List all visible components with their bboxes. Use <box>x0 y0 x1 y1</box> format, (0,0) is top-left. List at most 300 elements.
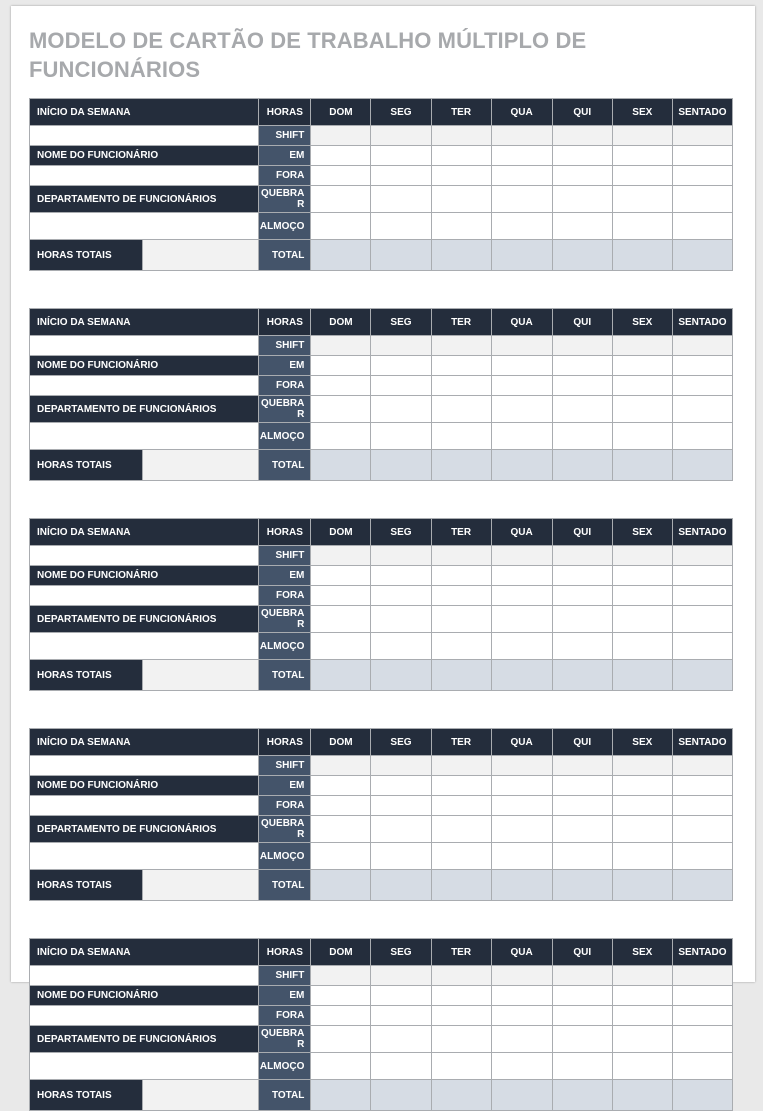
time-cell[interactable] <box>612 843 672 870</box>
day-header: TER <box>431 939 491 966</box>
lunch-label: ALMOÇO <box>259 633 311 660</box>
employee-name-field[interactable] <box>30 796 259 816</box>
time-cell[interactable] <box>491 586 552 606</box>
total-cell[interactable] <box>431 450 491 481</box>
time-cell[interactable] <box>371 336 431 356</box>
time-cell[interactable] <box>672 356 732 376</box>
break-label: QUEBRAR <box>259 1026 311 1053</box>
time-cell[interactable] <box>672 986 732 1006</box>
day-header: QUI <box>552 99 612 126</box>
total-cell[interactable] <box>491 450 552 481</box>
document-page <box>11 6 755 1101</box>
time-cell[interactable] <box>431 606 491 633</box>
total-cell[interactable] <box>311 240 371 271</box>
time-cell[interactable] <box>311 166 371 186</box>
time-cell[interactable] <box>672 423 732 450</box>
time-cell[interactable] <box>552 966 612 986</box>
time-cell[interactable] <box>311 586 371 606</box>
time-cell[interactable] <box>311 633 371 660</box>
time-cell[interactable] <box>311 966 371 986</box>
employee-name-field[interactable] <box>30 166 259 186</box>
time-cell[interactable] <box>552 166 612 186</box>
time-cell[interactable] <box>311 356 371 376</box>
time-cell[interactable] <box>552 336 612 356</box>
time-cell[interactable] <box>311 213 371 240</box>
time-cell[interactable] <box>431 966 491 986</box>
time-cell[interactable] <box>612 423 672 450</box>
time-cell[interactable] <box>612 336 672 356</box>
time-cell[interactable] <box>672 756 732 776</box>
timecard-table <box>29 728 733 901</box>
week-start-field[interactable] <box>30 126 259 146</box>
time-cell[interactable] <box>311 1006 371 1026</box>
department-field[interactable] <box>30 633 259 660</box>
total-label: TOTAL <box>259 240 311 271</box>
time-cell[interactable] <box>431 166 491 186</box>
time-cell[interactable] <box>672 606 732 633</box>
time-cell[interactable] <box>672 586 732 606</box>
total-cell[interactable] <box>491 1080 552 1111</box>
time-cell[interactable] <box>552 586 612 606</box>
time-cell[interactable] <box>612 586 672 606</box>
time-cell[interactable] <box>371 1053 431 1080</box>
time-cell[interactable] <box>552 566 612 586</box>
time-cell[interactable] <box>431 546 491 566</box>
time-cell[interactable] <box>672 796 732 816</box>
time-cell[interactable] <box>552 396 612 423</box>
time-cell[interactable] <box>552 146 612 166</box>
day-header: SENTADO <box>672 519 732 546</box>
time-cell[interactable] <box>552 126 612 146</box>
time-cell[interactable] <box>311 776 371 796</box>
time-cell[interactable] <box>371 843 431 870</box>
total-cell[interactable] <box>371 870 431 901</box>
time-cell[interactable] <box>371 1006 431 1026</box>
time-cell[interactable] <box>672 186 732 213</box>
hours-header: HORAS <box>259 309 311 336</box>
time-cell[interactable] <box>612 756 672 776</box>
time-cell[interactable] <box>491 776 552 796</box>
week-start-field[interactable] <box>30 546 259 566</box>
day-header: QUI <box>552 309 612 336</box>
time-cell[interactable] <box>491 1026 552 1053</box>
total-cell[interactable] <box>552 660 612 691</box>
time-cell[interactable] <box>672 146 732 166</box>
time-cell[interactable] <box>311 566 371 586</box>
total-cell[interactable] <box>552 450 612 481</box>
time-cell[interactable] <box>552 1053 612 1080</box>
time-cell[interactable] <box>431 423 491 450</box>
time-cell[interactable] <box>672 566 732 586</box>
total-cell[interactable] <box>431 1080 491 1111</box>
department-label: DEPARTAMENTO DE FUNCIONÁRIOS <box>30 816 259 843</box>
time-cell[interactable] <box>552 633 612 660</box>
time-cell[interactable] <box>491 633 552 660</box>
time-cell[interactable] <box>311 843 371 870</box>
lunch-label: ALMOÇO <box>259 1053 311 1080</box>
day-header: QUI <box>552 939 612 966</box>
time-cell[interactable] <box>672 126 732 146</box>
employee-name-label: NOME DO FUNCIONÁRIO <box>30 566 259 586</box>
timecard-table <box>29 518 733 691</box>
time-cell[interactable] <box>371 756 431 776</box>
total-cell[interactable] <box>552 1080 612 1111</box>
time-cell[interactable] <box>612 146 672 166</box>
time-cell[interactable] <box>371 633 431 660</box>
in-label: EM <box>259 356 311 376</box>
total-hours-label: HORAS TOTAIS <box>30 660 143 691</box>
day-header: TER <box>431 309 491 336</box>
day-header: QUI <box>552 519 612 546</box>
time-cell[interactable] <box>311 146 371 166</box>
time-cell[interactable] <box>311 796 371 816</box>
time-cell[interactable] <box>672 213 732 240</box>
day-header: SEX <box>612 729 672 756</box>
shift-label: SHIFT <box>259 756 311 776</box>
day-header: QUA <box>491 519 552 546</box>
total-cell[interactable] <box>491 660 552 691</box>
total-hours-field[interactable] <box>143 450 259 481</box>
time-cell[interactable] <box>311 816 371 843</box>
time-cell[interactable] <box>431 566 491 586</box>
time-cell[interactable] <box>672 843 732 870</box>
time-cell[interactable] <box>552 213 612 240</box>
time-cell[interactable] <box>431 336 491 356</box>
time-cell[interactable] <box>491 126 552 146</box>
total-cell[interactable] <box>612 870 672 901</box>
total-label: TOTAL <box>259 660 311 691</box>
lunch-label: ALMOÇO <box>259 843 311 870</box>
time-cell[interactable] <box>371 586 431 606</box>
total-cell[interactable] <box>552 870 612 901</box>
time-cell[interactable] <box>491 376 552 396</box>
total-cell[interactable] <box>431 240 491 271</box>
time-cell[interactable] <box>371 376 431 396</box>
total-cell[interactable] <box>672 870 732 901</box>
time-cell[interactable] <box>431 213 491 240</box>
day-header: SENTADO <box>672 939 732 966</box>
time-cell[interactable] <box>612 213 672 240</box>
time-cell[interactable] <box>672 966 732 986</box>
shift-label: SHIFT <box>259 126 311 146</box>
out-label: FORA <box>259 586 311 606</box>
time-cell[interactable] <box>371 796 431 816</box>
week-start-label: INÍCIO DA SEMANA <box>30 519 259 546</box>
time-cell[interactable] <box>431 126 491 146</box>
time-cell[interactable] <box>311 546 371 566</box>
time-cell[interactable] <box>672 776 732 796</box>
time-cell[interactable] <box>552 816 612 843</box>
time-cell[interactable] <box>371 546 431 566</box>
day-header: QUA <box>491 939 552 966</box>
time-cell[interactable] <box>612 166 672 186</box>
time-cell[interactable] <box>552 606 612 633</box>
day-header: DOM <box>311 729 371 756</box>
time-cell[interactable] <box>612 566 672 586</box>
department-field[interactable] <box>30 423 259 450</box>
time-cell[interactable] <box>371 1026 431 1053</box>
time-cell[interactable] <box>672 1006 732 1026</box>
day-header: SEG <box>371 99 431 126</box>
total-cell[interactable] <box>672 450 732 481</box>
time-cell[interactable] <box>491 336 552 356</box>
time-cell[interactable] <box>491 356 552 376</box>
employee-name-label: NOME DO FUNCIONÁRIO <box>30 146 259 166</box>
total-cell[interactable] <box>672 1080 732 1111</box>
shift-label: SHIFT <box>259 336 311 356</box>
time-cell[interactable] <box>311 606 371 633</box>
break-label: QUEBRAR <box>259 396 311 423</box>
day-header: DOM <box>311 309 371 336</box>
timecard-table <box>29 308 733 481</box>
time-cell[interactable] <box>431 816 491 843</box>
day-header: SEG <box>371 939 431 966</box>
time-cell[interactable] <box>491 966 552 986</box>
time-cell[interactable] <box>311 986 371 1006</box>
time-cell[interactable] <box>491 756 552 776</box>
time-cell[interactable] <box>491 1053 552 1080</box>
out-label: FORA <box>259 376 311 396</box>
time-cell[interactable] <box>431 1006 491 1026</box>
time-cell[interactable] <box>612 796 672 816</box>
time-cell[interactable] <box>552 796 612 816</box>
time-cell[interactable] <box>552 1006 612 1026</box>
time-cell[interactable] <box>552 843 612 870</box>
total-cell[interactable] <box>311 1080 371 1111</box>
week-start-field[interactable] <box>30 756 259 776</box>
department-label: DEPARTAMENTO DE FUNCIONÁRIOS <box>30 186 259 213</box>
time-cell[interactable] <box>612 1026 672 1053</box>
week-start-field[interactable] <box>30 966 259 986</box>
time-cell[interactable] <box>491 606 552 633</box>
out-label: FORA <box>259 166 311 186</box>
time-cell[interactable] <box>431 1026 491 1053</box>
time-cell[interactable] <box>371 396 431 423</box>
total-cell[interactable] <box>612 660 672 691</box>
total-cell[interactable] <box>311 870 371 901</box>
total-cell[interactable] <box>552 240 612 271</box>
time-cell[interactable] <box>491 186 552 213</box>
time-cell[interactable] <box>491 843 552 870</box>
time-cell[interactable] <box>552 986 612 1006</box>
total-cell[interactable] <box>431 660 491 691</box>
employee-name-field[interactable] <box>30 1006 259 1026</box>
week-start-label: INÍCIO DA SEMANA <box>30 309 259 336</box>
time-cell[interactable] <box>672 633 732 660</box>
time-cell[interactable] <box>371 146 431 166</box>
employee-name-field[interactable] <box>30 376 259 396</box>
time-cell[interactable] <box>552 423 612 450</box>
time-cell[interactable] <box>491 546 552 566</box>
time-cell[interactable] <box>672 336 732 356</box>
time-cell[interactable] <box>552 356 612 376</box>
hours-header: HORAS <box>259 729 311 756</box>
time-cell[interactable] <box>371 776 431 796</box>
time-cell[interactable] <box>371 186 431 213</box>
time-cell[interactable] <box>431 796 491 816</box>
total-cell[interactable] <box>311 660 371 691</box>
time-cell[interactable] <box>431 1053 491 1080</box>
time-cell[interactable] <box>491 166 552 186</box>
total-label: TOTAL <box>259 450 311 481</box>
time-cell[interactable] <box>431 756 491 776</box>
time-cell[interactable] <box>431 986 491 1006</box>
time-cell[interactable] <box>431 843 491 870</box>
time-cell[interactable] <box>311 126 371 146</box>
time-cell[interactable] <box>491 566 552 586</box>
time-cell[interactable] <box>431 396 491 423</box>
time-cell[interactable] <box>552 1026 612 1053</box>
time-cell[interactable] <box>311 376 371 396</box>
day-header: DOM <box>311 99 371 126</box>
time-cell[interactable] <box>491 213 552 240</box>
time-cell[interactable] <box>552 546 612 566</box>
time-cell[interactable] <box>672 1026 732 1053</box>
time-cell[interactable] <box>311 1026 371 1053</box>
department-field[interactable] <box>30 1053 259 1080</box>
time-cell[interactable] <box>371 166 431 186</box>
time-cell[interactable] <box>311 423 371 450</box>
hours-header: HORAS <box>259 99 311 126</box>
total-cell[interactable] <box>612 240 672 271</box>
time-cell[interactable] <box>371 816 431 843</box>
day-header: SEX <box>612 939 672 966</box>
time-cell[interactable] <box>672 1053 732 1080</box>
time-cell[interactable] <box>672 396 732 423</box>
total-cell[interactable] <box>371 450 431 481</box>
time-cell[interactable] <box>672 376 732 396</box>
time-cell[interactable] <box>672 166 732 186</box>
time-cell[interactable] <box>491 1006 552 1026</box>
time-cell[interactable] <box>311 756 371 776</box>
department-field[interactable] <box>30 213 259 240</box>
break-label: QUEBRAR <box>259 606 311 633</box>
total-cell[interactable] <box>672 240 732 271</box>
time-cell[interactable] <box>612 396 672 423</box>
time-cell[interactable] <box>431 146 491 166</box>
time-cell[interactable] <box>672 816 732 843</box>
total-hours-field[interactable] <box>143 1080 259 1111</box>
total-cell[interactable] <box>612 450 672 481</box>
total-cell[interactable] <box>672 660 732 691</box>
time-cell[interactable] <box>612 986 672 1006</box>
time-cell[interactable] <box>431 186 491 213</box>
time-cell[interactable] <box>371 356 431 376</box>
total-cell[interactable] <box>371 660 431 691</box>
total-cell[interactable] <box>491 240 552 271</box>
total-hours-field[interactable] <box>143 660 259 691</box>
day-header: SEG <box>371 309 431 336</box>
time-cell[interactable] <box>612 546 672 566</box>
time-cell[interactable] <box>311 396 371 423</box>
total-cell[interactable] <box>371 240 431 271</box>
time-cell[interactable] <box>612 186 672 213</box>
time-cell[interactable] <box>612 606 672 633</box>
time-cell[interactable] <box>491 796 552 816</box>
time-cell[interactable] <box>431 633 491 660</box>
day-header: SENTADO <box>672 729 732 756</box>
day-header: SEG <box>371 519 431 546</box>
employee-name-field[interactable] <box>30 586 259 606</box>
time-cell[interactable] <box>612 816 672 843</box>
time-cell[interactable] <box>431 776 491 796</box>
total-cell[interactable] <box>612 1080 672 1111</box>
department-label: DEPARTAMENTO DE FUNCIONÁRIOS <box>30 396 259 423</box>
day-header: DOM <box>311 519 371 546</box>
total-cell[interactable] <box>311 450 371 481</box>
time-cell[interactable] <box>371 126 431 146</box>
week-start-field[interactable] <box>30 336 259 356</box>
time-cell[interactable] <box>491 423 552 450</box>
time-cell[interactable] <box>491 146 552 166</box>
time-cell[interactable] <box>672 546 732 566</box>
time-cell[interactable] <box>431 586 491 606</box>
total-hours-label: HORAS TOTAIS <box>30 1080 143 1111</box>
day-header: SENTADO <box>672 309 732 336</box>
department-field[interactable] <box>30 843 259 870</box>
time-cell[interactable] <box>552 756 612 776</box>
time-cell[interactable] <box>311 1053 371 1080</box>
time-cell[interactable] <box>371 566 431 586</box>
total-label: TOTAL <box>259 870 311 901</box>
time-cell[interactable] <box>612 1053 672 1080</box>
time-cell[interactable] <box>612 776 672 796</box>
time-cell[interactable] <box>311 336 371 356</box>
hours-header: HORAS <box>259 519 311 546</box>
shift-label: SHIFT <box>259 546 311 566</box>
time-cell[interactable] <box>371 213 431 240</box>
time-cell[interactable] <box>491 816 552 843</box>
time-cell[interactable] <box>431 356 491 376</box>
document-title: MODELO DE CARTÃO DE TRABALHO MÚLTIPLO DE FUNCIONÁRIOS <box>29 28 587 82</box>
total-hours-field[interactable] <box>143 870 259 901</box>
time-cell[interactable] <box>371 966 431 986</box>
time-cell[interactable] <box>491 986 552 1006</box>
time-cell[interactable] <box>371 423 431 450</box>
week-start-label: INÍCIO DA SEMANA <box>30 99 259 126</box>
day-header: SEX <box>612 99 672 126</box>
time-cell[interactable] <box>612 633 672 660</box>
time-cell[interactable] <box>491 396 552 423</box>
total-hours-field[interactable] <box>143 240 259 271</box>
time-cell[interactable] <box>612 966 672 986</box>
day-header: SENTADO <box>672 99 732 126</box>
lunch-label: ALMOÇO <box>259 213 311 240</box>
time-cell[interactable] <box>612 1006 672 1026</box>
time-cell[interactable] <box>552 186 612 213</box>
time-cell[interactable] <box>431 376 491 396</box>
time-cell[interactable] <box>552 776 612 796</box>
time-cell[interactable] <box>612 126 672 146</box>
total-cell[interactable] <box>491 870 552 901</box>
timecard-table <box>29 98 733 271</box>
time-cell[interactable] <box>371 606 431 633</box>
day-header: QUA <box>491 99 552 126</box>
time-cell[interactable] <box>612 356 672 376</box>
time-cell[interactable] <box>311 186 371 213</box>
total-hours-label: HORAS TOTAIS <box>30 870 143 901</box>
day-header: TER <box>431 99 491 126</box>
time-cell[interactable] <box>552 376 612 396</box>
day-header: TER <box>431 519 491 546</box>
total-cell[interactable] <box>431 870 491 901</box>
total-cell[interactable] <box>371 1080 431 1111</box>
time-cell[interactable] <box>371 986 431 1006</box>
lunch-label: ALMOÇO <box>259 423 311 450</box>
day-header: QUA <box>491 729 552 756</box>
time-cell[interactable] <box>612 376 672 396</box>
employee-name-label: NOME DO FUNCIONÁRIO <box>30 776 259 796</box>
